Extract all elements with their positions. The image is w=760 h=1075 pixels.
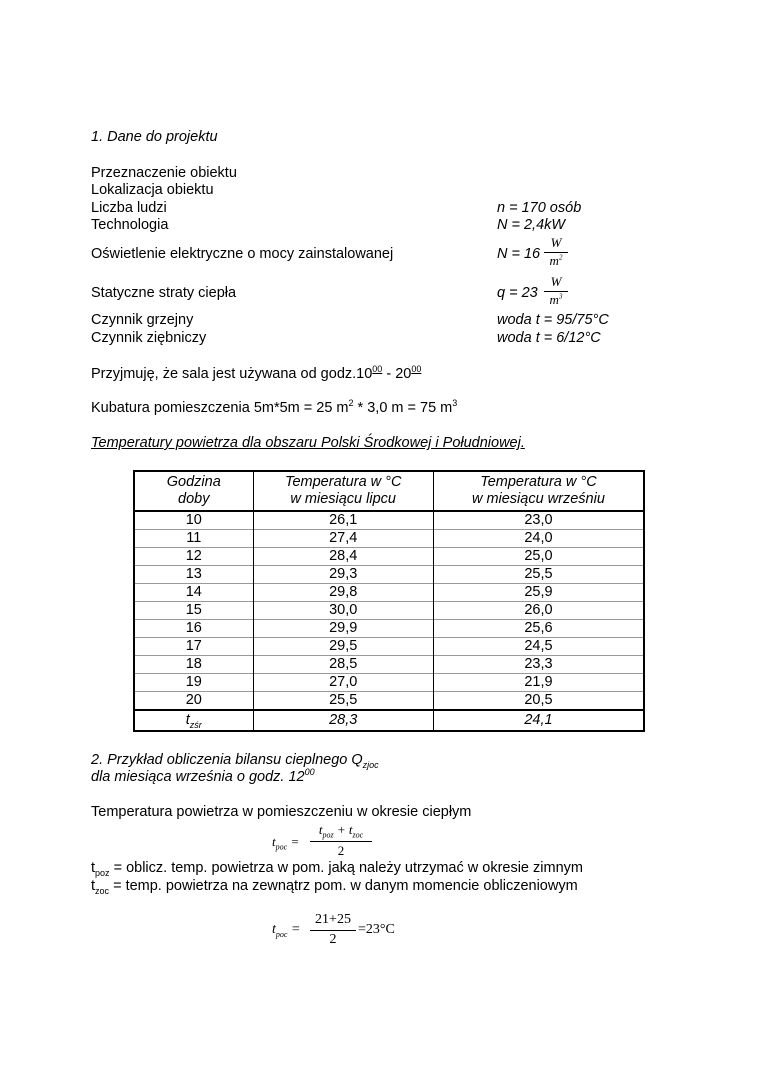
cell-september: 23,3	[433, 656, 644, 674]
cell-september: 20,5	[433, 692, 644, 711]
fraction-denominator: $m^2$	[549, 253, 563, 268]
header-july: Temperatura w °C w miesiącu lipcu	[253, 471, 433, 511]
mean-september: 24,1	[433, 710, 644, 731]
unit-fraction	[544, 274, 568, 310]
table-row	[134, 692, 644, 711]
definition-tpoz: $t_{poz}$ = oblicz. temp. powietrza w pom. jaką należy utrzymać w okresie zimnym	[91, 860, 583, 878]
cell-july: 28,5	[253, 656, 433, 674]
section2-heading: 2. Przykład obliczenia bilansu cieplnego $Q_{zjoc}$	[91, 752, 379, 770]
data-row-label: Czynnik grzejny	[91, 312, 194, 328]
fraction-numerator: W	[550, 274, 562, 289]
table-row	[134, 548, 644, 566]
cell-hour: 15	[134, 602, 253, 620]
cell-hour: 11	[134, 530, 253, 548]
data-row-value: woda t = 6/12°C	[497, 330, 601, 346]
data-row-value: q = 23	[497, 285, 538, 301]
cell-september: 25,0	[433, 548, 644, 566]
table-row	[134, 566, 644, 584]
cell-hour: 17	[134, 638, 253, 656]
data-row-value: n = 170 osób	[497, 200, 582, 216]
cell-july: 29,3	[253, 566, 433, 584]
cell-hour: 13	[134, 566, 253, 584]
data-row-value: N = 2,4kW	[497, 217, 566, 233]
table-row	[134, 638, 644, 656]
fraction-numerator: W	[550, 235, 562, 250]
cell-hour: 10	[134, 511, 253, 530]
table-row	[134, 602, 644, 620]
section2-subheading: dla miesiąca września o godz. $12^{00}$	[91, 767, 315, 785]
header-hour: Godzina doby	[134, 471, 253, 511]
cell-hour: 14	[134, 584, 253, 602]
data-row-value: N = 16	[497, 246, 541, 262]
data-row-label: Oświetlenie elektryczne o mocy zainstalowanej	[91, 246, 394, 262]
table-row	[134, 511, 644, 530]
mean-july: 28,3	[253, 710, 433, 731]
table-row	[134, 620, 644, 638]
cell-september: 24,0	[433, 530, 644, 548]
room-volume: Kubatura pomieszczenia 5m*5m = 25 $m^2 * 3,0$ m = 75 $m^3$	[91, 398, 458, 416]
cell-july: 27,0	[253, 674, 433, 692]
usage-hours: Przyjmuję, że sala jest używana od $godz.10^{00} - 20^{00}$	[91, 364, 422, 382]
cell-july: 30,0	[253, 602, 433, 620]
table-row	[134, 674, 644, 692]
cell-july: 25,5	[253, 692, 433, 711]
unit-fraction	[544, 235, 568, 271]
fraction-denominator: $m^3$	[549, 292, 563, 307]
mean-row	[134, 710, 644, 731]
cell-july: 26,1	[253, 511, 433, 530]
formula-tpoc-result: $t_{poc}$ = 21+25 2 =23°C	[272, 912, 395, 947]
cell-hour: 19	[134, 674, 253, 692]
cell-july: 28,4	[253, 548, 433, 566]
data-row-label: Lokalizacja obiektu	[91, 182, 214, 198]
header-september: Temperatura w °C w miesiącu wrześniu	[433, 471, 644, 511]
cell-july: 29,5	[253, 638, 433, 656]
cell-hour: 12	[134, 548, 253, 566]
data-row-label: Statyczne straty ciepła	[91, 285, 237, 301]
cell-september: 24,5	[433, 638, 644, 656]
definition-tzoc: $t_{zoc}$ = temp. powietrza na zewnątrz pom. w danym momencie obliczeniowym	[91, 878, 578, 896]
cell-september: 23,0	[433, 511, 644, 530]
table-header-row	[134, 471, 644, 511]
data-row-label: Liczba ludzi	[91, 200, 167, 216]
table-row	[134, 584, 644, 602]
cell-september: 25,9	[433, 584, 644, 602]
cell-hour: 20	[134, 692, 253, 711]
cell-september: 25,5	[433, 566, 644, 584]
cell-september: 25,6	[433, 620, 644, 638]
table-row	[134, 656, 644, 674]
cell-july: 29,9	[253, 620, 433, 638]
cell-hour: 18	[134, 656, 253, 674]
table-row	[134, 530, 644, 548]
cell-july: 27,4	[253, 530, 433, 548]
section-heading: 1. Dane do projektu	[91, 129, 218, 145]
data-row-label: Przeznaczenie obiektu	[91, 165, 237, 181]
data-row-label: Czynnik ziębniczy	[91, 330, 207, 346]
formula-tpoc-definition: $t_{poc}$ = $t_{poz} + t_{zoc}$ 2	[272, 820, 382, 860]
formula-intro: Temperatura powietrza w pomieszczeniu w okresie ciepłym	[91, 804, 472, 820]
table-caption: Temperatury powietrza dla obszaru Polski Środkowej i Południowej.	[91, 435, 525, 451]
cell-hour: 16	[134, 620, 253, 638]
data-row-value: woda t = 95/75°C	[497, 312, 609, 328]
cell-september: 21,9	[433, 674, 644, 692]
cell-july: 29,8	[253, 584, 433, 602]
cell-september: 26,0	[433, 602, 644, 620]
mean-label: $t_{zśr}$	[134, 710, 253, 731]
data-row-label: Technologia	[91, 217, 169, 233]
temperature-table	[133, 470, 645, 732]
